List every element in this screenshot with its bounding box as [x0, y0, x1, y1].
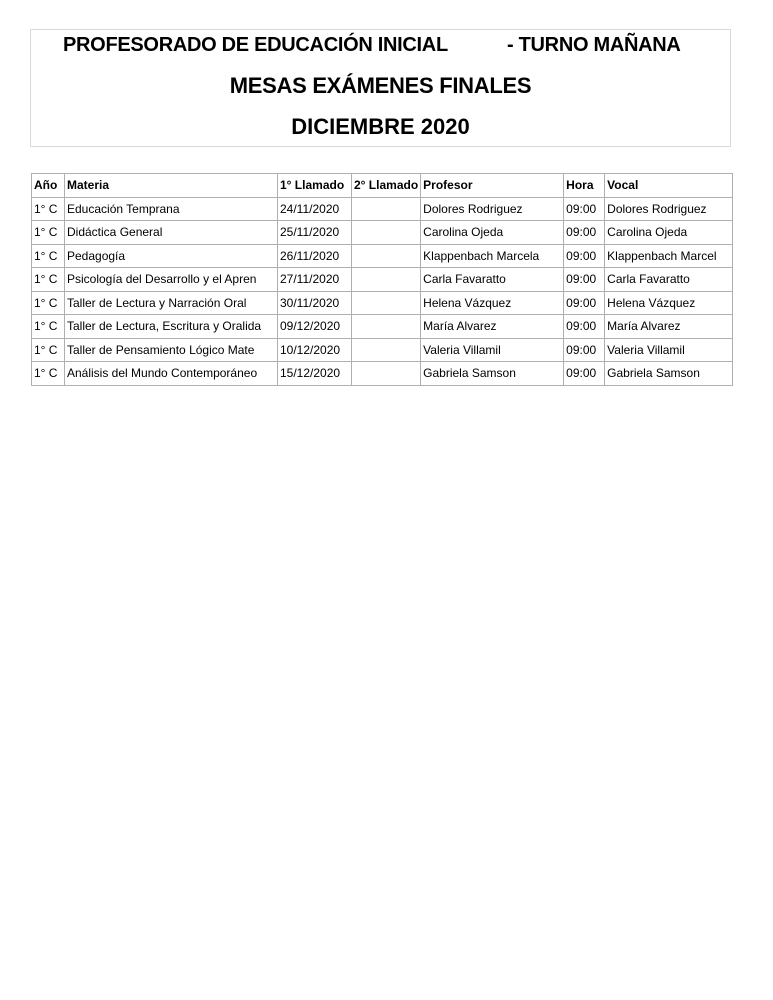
exam-schedule-table	[31, 173, 733, 386]
cell-vocal: Klappenbach Marcel	[605, 244, 733, 268]
cell-vocal: Dolores Rodriguez	[605, 197, 733, 221]
cell-llamado2	[352, 362, 421, 386]
column-header-llamado1: 1° Llamado	[278, 174, 352, 198]
cell-vocal: Helena Vázquez	[605, 291, 733, 315]
cell-llamado1: 25/11/2020	[278, 221, 352, 245]
cell-materia: Pedagogía	[65, 244, 278, 268]
cell-llamado1: 10/12/2020	[278, 338, 352, 362]
cell-llamado2	[352, 221, 421, 245]
table-row	[32, 244, 733, 268]
cell-llamado2	[352, 315, 421, 339]
cell-anio: 1° C	[32, 291, 65, 315]
cell-anio: 1° C	[32, 315, 65, 339]
cell-hora: 09:00	[564, 362, 605, 386]
cell-profesor: Carla Favaratto	[421, 268, 564, 292]
table-row	[32, 362, 733, 386]
cell-llamado2	[352, 244, 421, 268]
cell-llamado2	[352, 268, 421, 292]
cell-hora: 09:00	[564, 221, 605, 245]
document-period: DICIEMBRE 2020	[291, 114, 470, 139]
cell-llamado1: 27/11/2020	[278, 268, 352, 292]
cell-anio: 1° C	[32, 244, 65, 268]
column-header-materia: Materia	[65, 174, 278, 198]
cell-materia: Taller de Lectura y Narración Oral	[65, 291, 278, 315]
column-header-vocal: Vocal	[605, 174, 733, 198]
cell-vocal: Gabriela Samson	[605, 362, 733, 386]
cell-hora: 09:00	[564, 291, 605, 315]
cell-anio: 1° C	[32, 221, 65, 245]
cell-profesor: Gabriela Samson	[421, 362, 564, 386]
document-header	[30, 29, 731, 147]
cell-profesor: Helena Vázquez	[421, 291, 564, 315]
cell-llamado1: 09/12/2020	[278, 315, 352, 339]
institution-name: PROFESORADO DE EDUCACIÓN INICIAL	[63, 34, 448, 56]
cell-anio: 1° C	[32, 197, 65, 221]
cell-anio: 1° C	[32, 268, 65, 292]
column-header-hora: Hora	[564, 174, 605, 198]
cell-materia: Didáctica General	[65, 221, 278, 245]
cell-hora: 09:00	[564, 315, 605, 339]
cell-profesor: Carolina Ojeda	[421, 221, 564, 245]
cell-materia: Análisis del Mundo Contemporáneo	[65, 362, 278, 386]
cell-vocal: Carla Favaratto	[605, 268, 733, 292]
cell-llamado2	[352, 197, 421, 221]
column-header-anio: Año	[32, 174, 65, 198]
cell-hora: 09:00	[564, 244, 605, 268]
table-header-row	[32, 174, 733, 198]
cell-hora: 09:00	[564, 338, 605, 362]
cell-vocal: María Alvarez	[605, 315, 733, 339]
column-header-profesor: Profesor	[421, 174, 564, 198]
table-row	[32, 291, 733, 315]
cell-llamado1: 30/11/2020	[278, 291, 352, 315]
cell-vocal: Carolina Ojeda	[605, 221, 733, 245]
column-header-llamado2: 2° Llamado	[352, 174, 421, 198]
cell-llamado1: 15/12/2020	[278, 362, 352, 386]
table-row	[32, 197, 733, 221]
cell-llamado1: 24/11/2020	[278, 197, 352, 221]
table-row	[32, 221, 733, 245]
cell-materia: Taller de Lectura, Escritura y Oralida	[65, 315, 278, 339]
cell-vocal: Valeria Villamil	[605, 338, 733, 362]
cell-llamado2	[352, 291, 421, 315]
cell-profesor: Valeria Villamil	[421, 338, 564, 362]
document-subtitle: MESAS EXÁMENES FINALES	[229, 73, 532, 98]
cell-hora: 09:00	[564, 197, 605, 221]
cell-materia: Psicología del Desarrollo y el Apren	[65, 268, 278, 292]
cell-profesor: Dolores Rodriguez	[421, 197, 564, 221]
cell-materia: Educación Temprana	[65, 197, 278, 221]
cell-anio: 1° C	[32, 362, 65, 386]
cell-profesor: María Alvarez	[421, 315, 564, 339]
cell-llamado2	[352, 338, 421, 362]
table-row	[32, 268, 733, 292]
cell-hora: 09:00	[564, 268, 605, 292]
cell-llamado1: 26/11/2020	[278, 244, 352, 268]
cell-profesor: Klappenbach Marcela	[421, 244, 564, 268]
cell-materia: Taller de Pensamiento Lógico Mate	[65, 338, 278, 362]
cell-anio: 1° C	[32, 338, 65, 362]
table-row	[32, 338, 733, 362]
shift-label: - TURNO MAÑANA	[507, 34, 681, 56]
table-row	[32, 315, 733, 339]
